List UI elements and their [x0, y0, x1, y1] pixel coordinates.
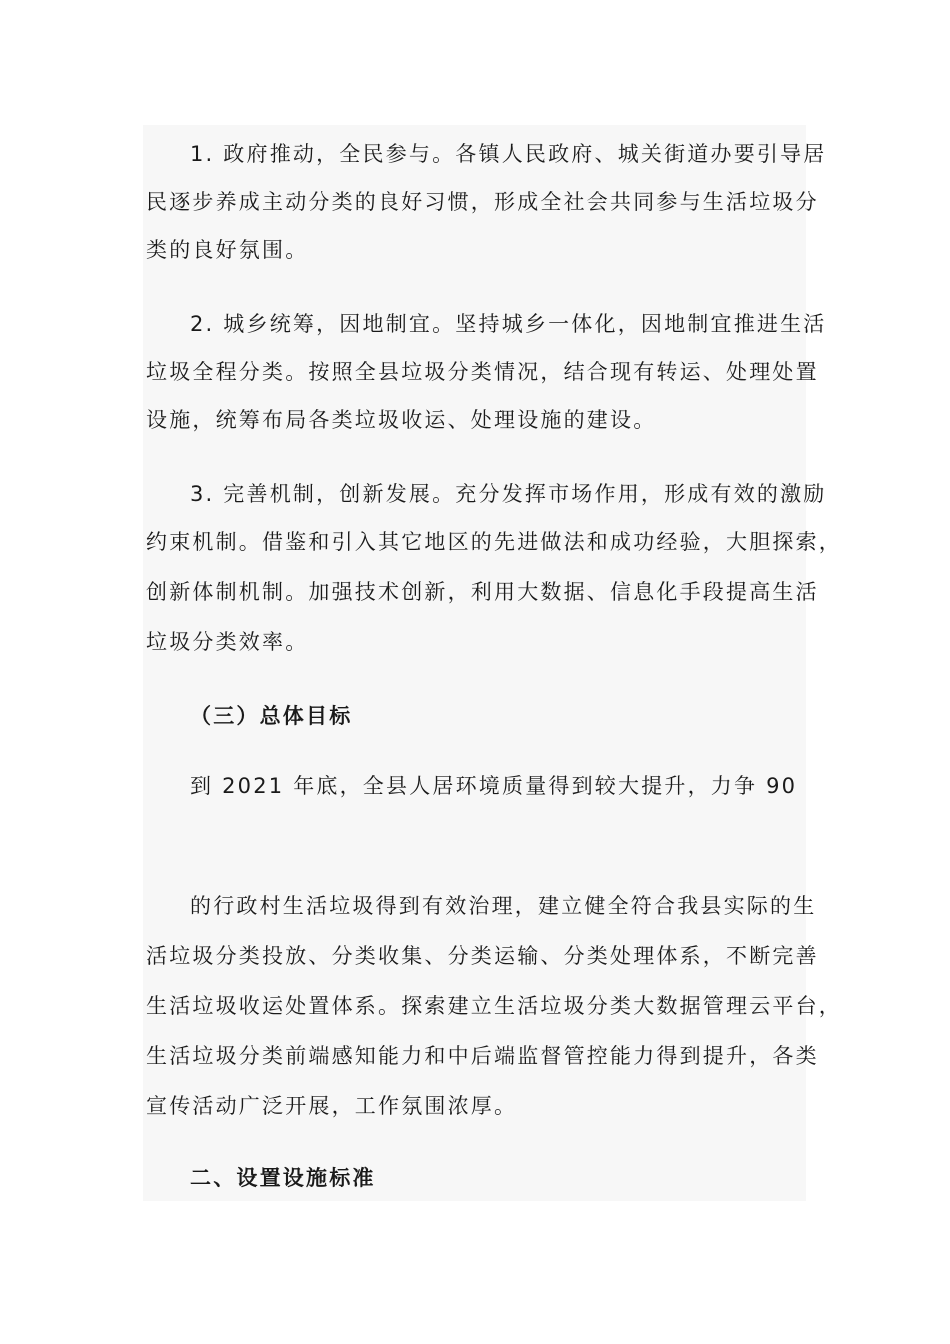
paragraph-line: 垃圾分类效率。 [146, 630, 309, 654]
paragraph-line: 设施，统筹布局各类垃圾收运、处理设施的建设。 [146, 408, 657, 432]
paragraph-line: 1. 政府推动，全民参与。各镇人民政府、城关街道办要引导居 [190, 142, 827, 166]
paragraph-line: 生活垃圾分类前端感知能力和中后端监督管控能力得到提升，各类 [146, 1044, 819, 1068]
section-heading-facility-standards: 二、设置设施标准 [190, 1166, 376, 1190]
paragraph-line: 2. 城乡统筹，因地制宜。坚持城乡一体化，因地制宜推进生活 [190, 312, 827, 336]
paragraph-line: 3. 完善机制，创新发展。充分发挥市场作用，形成有效的激励 [190, 482, 827, 506]
paragraph-line: 民逐步养成主动分类的良好习惯，形成全社会共同参与生活垃圾分 [146, 190, 819, 214]
section-heading-overall-goals: （三）总体目标 [190, 704, 353, 728]
paragraph-line: 创新体制机制。加强技术创新，利用大数据、信息化手段提高生活 [146, 580, 819, 604]
paragraph-line: 垃圾全程分类。按照全县垃圾分类情况，结合现有转运、处理处置 [146, 360, 819, 384]
paragraph-line: 到 2021 年底，全县人居环境质量得到较大提升，力争 90 [190, 774, 798, 798]
paragraph-line: 类的良好氛围。 [146, 238, 309, 262]
paragraph-line: 宣传活动广泛开展，工作氛围浓厚。 [146, 1094, 518, 1118]
paragraph-line: 的行政村生活垃圾得到有效治理，建立健全符合我县实际的生 [190, 894, 817, 918]
paragraph-line: 活垃圾分类投放、分类收集、分类运输、分类处理体系，不断完善 [146, 944, 819, 968]
paragraph-line: 约束机制。借鉴和引入其它地区的先进做法和成功经验，大胆探索， [146, 530, 842, 554]
text-content-block [143, 125, 806, 1201]
paragraph-line: 生活垃圾收运处置体系。探索建立生活垃圾分类大数据管理云平台， [146, 994, 842, 1018]
